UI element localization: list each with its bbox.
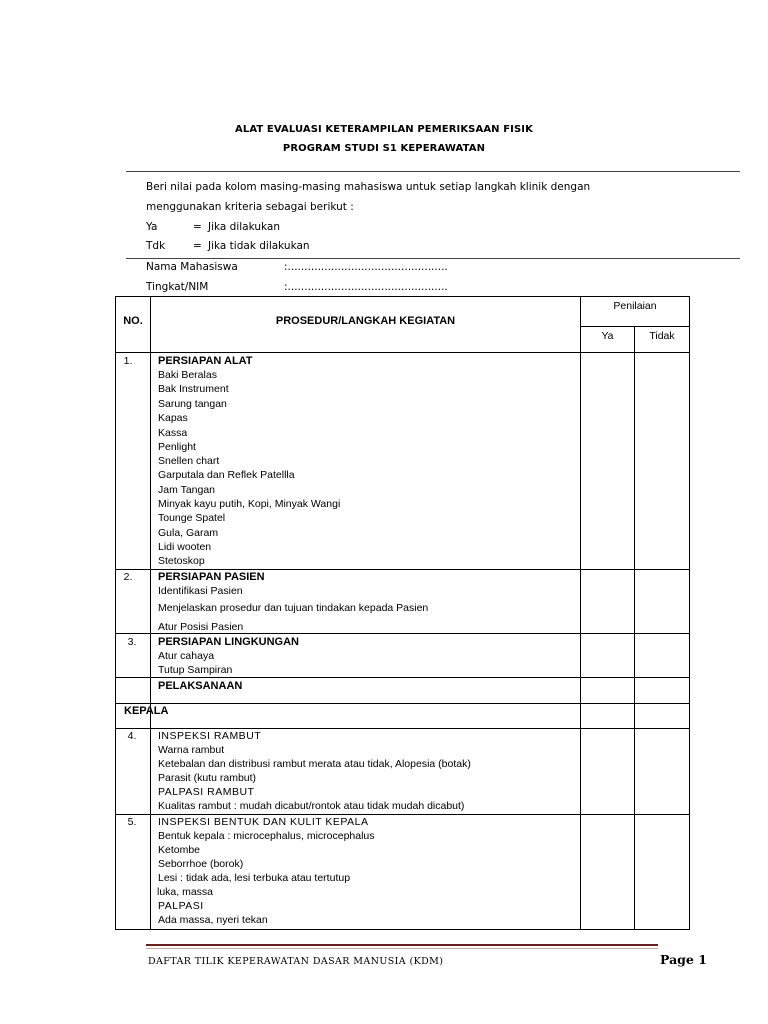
list-item: Ketebalan dan distribusi rambut merata atau tidak, Alopesia (botak) xyxy=(158,758,471,770)
list-item: Garputala dan Reflek Patellla xyxy=(158,469,295,481)
list-item: Atur Posisi Pasien xyxy=(158,621,244,633)
list-item: INSPEKSI RAMBUT xyxy=(158,730,262,742)
list-item: Ketombe xyxy=(158,844,201,856)
table-col-divider-proc xyxy=(580,296,581,930)
list-item: Stetoskop xyxy=(158,555,205,567)
document-subtitle: PROGRAM STUDI S1 KEPERAWATAN xyxy=(282,143,486,154)
row-number-5: 5. xyxy=(127,816,137,828)
criteria-eq-ya: = xyxy=(193,221,202,233)
criteria-key-ya: Ya xyxy=(146,221,158,233)
table-border-left xyxy=(115,296,116,930)
document-title: ALAT EVALUASI KETERAMPILAN PEMERIKSAAN FISIK xyxy=(235,124,533,135)
row-number-3: 3. xyxy=(127,636,137,648)
header-ya: Ya xyxy=(601,330,614,342)
field-label-tingkat: Tingkat/NIM xyxy=(146,281,209,293)
list-item: Tounge Spatel xyxy=(158,512,226,524)
list-item: Ada massa, nyeri tekan xyxy=(158,914,268,926)
page-number: Page 1 xyxy=(660,952,707,967)
section-kepala: KEPALA xyxy=(124,705,169,717)
list-item: Warna rambut xyxy=(158,744,225,756)
list-item: Kualitas rambut : mudah dicabut/rontok atau tidak mudah dicabut) xyxy=(158,800,465,812)
mid-divider xyxy=(126,258,740,259)
list-item: Lesi : tidak ada, lesi terbuka atau tertutup xyxy=(158,872,351,884)
list-item: Baki Beralas xyxy=(158,369,217,381)
list-item: Gula, Garam xyxy=(158,527,219,539)
header-bottom xyxy=(115,352,690,353)
list-item: Identifikasi Pasien xyxy=(158,585,243,597)
section-pelaksanaan: PELAKSANAAN xyxy=(158,680,243,692)
header-tidak: Tidak xyxy=(649,330,675,342)
list-item: Jam Tangan xyxy=(158,484,216,496)
criteria-desc-ya: Jika dilakukan xyxy=(208,221,281,233)
list-item: Seborrhoe (borok) xyxy=(158,858,244,870)
list-item: Kassa xyxy=(158,427,188,439)
section-persiapan-alat: PERSIAPAN ALAT xyxy=(158,355,253,367)
top-divider xyxy=(126,171,740,172)
list-item: Minyak kayu putih, Kopi, Minyak Wangi xyxy=(158,498,341,510)
row-divider-5 xyxy=(115,728,690,729)
header-procedure: PROSEDUR/LANGKAH KEGIATAN xyxy=(275,315,456,327)
row-divider-2 xyxy=(115,633,690,634)
list-item: INSPEKSI BENTUK DAN KULIT KEPALA xyxy=(158,816,369,828)
list-item: Menjelaskan prosedur dan tujuan tindakan kepada Pasien xyxy=(158,602,429,614)
footer-rule-dark xyxy=(146,944,658,946)
list-item: Penlight xyxy=(158,441,196,453)
row-number-1: 1. xyxy=(123,355,133,367)
list-item: Bentuk kepala : microcephalus, microcephalus xyxy=(158,830,375,842)
list-item: PALPASI xyxy=(158,900,204,912)
list-item: Sarung tangan xyxy=(158,398,227,410)
table-col-divider-no xyxy=(150,296,151,930)
list-item: Tutup Sampiran xyxy=(158,664,233,676)
header-no: NO. xyxy=(123,315,143,327)
penilaian-divider xyxy=(580,326,690,327)
section-persiapan-pasien: PERSIAPAN PASIEN xyxy=(158,571,265,583)
field-value-tingkat: :................................................ xyxy=(284,281,448,293)
criteria-eq-tdk: = xyxy=(193,240,202,252)
row-divider-3 xyxy=(115,677,690,678)
row-divider-1 xyxy=(115,569,690,570)
table-border-right xyxy=(689,296,690,930)
list-item: Bak Instrument xyxy=(158,383,229,395)
header-penilaian: Penilaian xyxy=(613,300,657,312)
list-item: luka, massa xyxy=(157,886,214,898)
list-item: PALPASI RAMBUT xyxy=(158,786,255,798)
row-divider-4 xyxy=(115,703,690,704)
row-divider-6 xyxy=(115,814,690,815)
table-border-bottom xyxy=(115,929,690,930)
list-item: Lidi wooten xyxy=(158,541,212,553)
field-label-nama: Nama Mahasiswa xyxy=(146,261,238,273)
row-number-2: 2. xyxy=(123,571,133,583)
criteria-key-tdk: Tdk xyxy=(146,240,166,252)
criteria-desc-tdk: Jika tidak dilakukan xyxy=(208,240,310,252)
field-value-nama: :................................................ xyxy=(284,261,448,273)
row-number-4: 4. xyxy=(127,730,137,742)
table-col-divider-ya xyxy=(634,326,635,930)
list-item: Atur cahaya xyxy=(158,650,215,662)
table-border-top xyxy=(115,296,690,297)
list-item: Kapas xyxy=(158,412,188,424)
list-item: Parasit (kutu rambut) xyxy=(158,772,257,784)
instruction-line-2: menggunakan kriteria sebagai berikut : xyxy=(146,201,354,213)
list-item: Snellen chart xyxy=(158,455,220,467)
instruction-line-1: Beri nilai pada kolom masing-masing mahasiswa untuk setiap langkah klinik dengan xyxy=(146,181,591,193)
section-persiapan-lingkungan: PERSIAPAN LINGKUNGAN xyxy=(158,636,299,648)
footer-rule-light xyxy=(146,948,658,949)
footer-title: DAFTAR TILIK KEPERAWATAN DASAR MANUSIA (KDM) xyxy=(148,956,444,967)
